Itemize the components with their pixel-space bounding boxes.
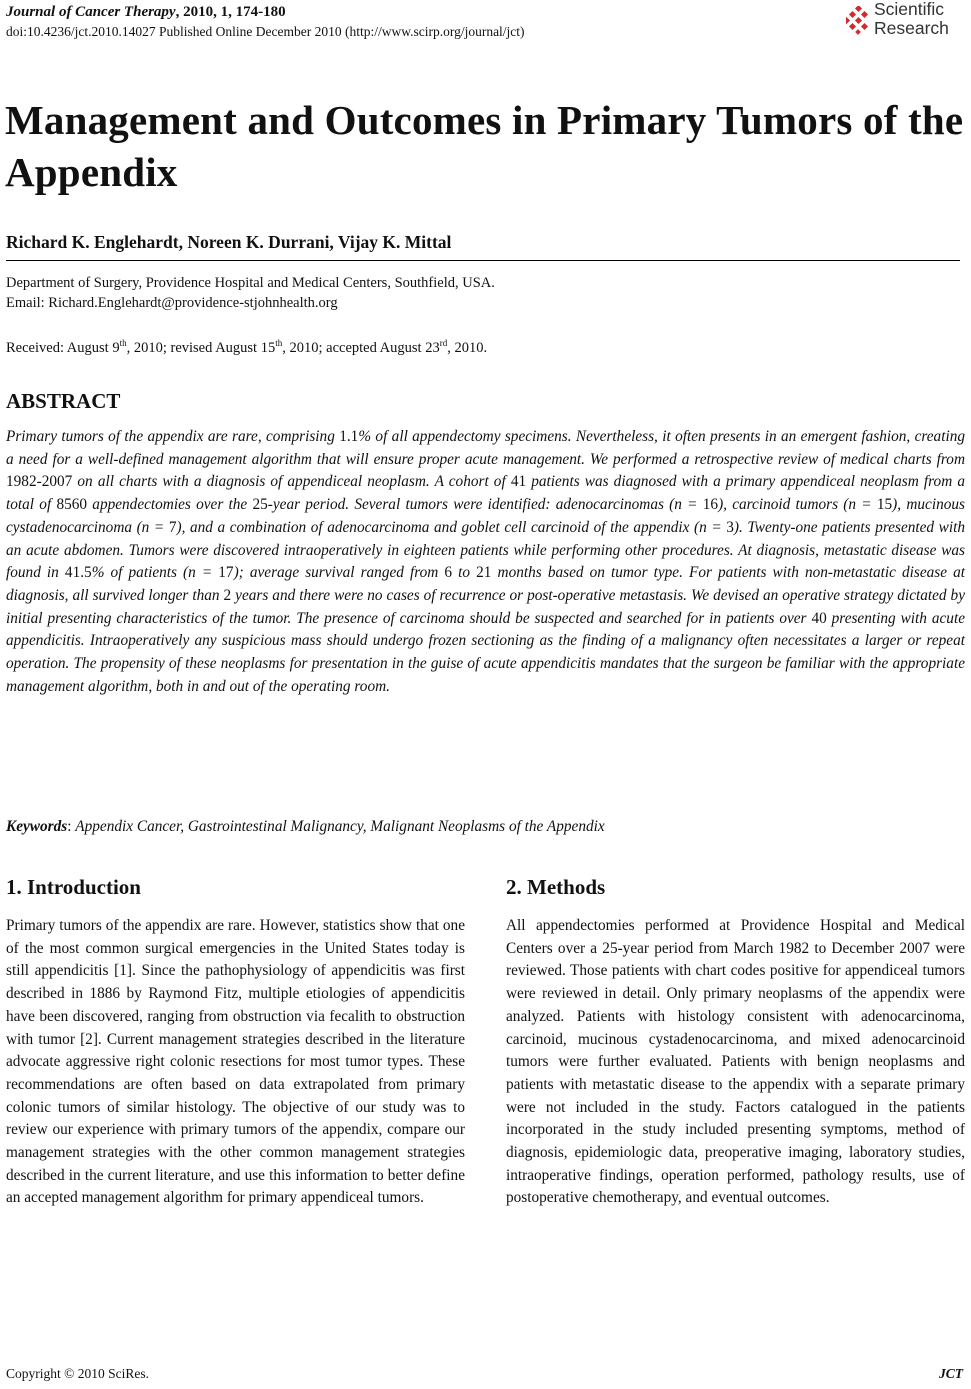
abstract-text (6, 426, 965, 698)
abstract-segment: ); average survival ranged from (233, 564, 445, 582)
received-end: , 2010. (447, 340, 488, 356)
revised-part: , 2010; revised August 15 (126, 340, 276, 356)
abstract-number: 15 (876, 496, 893, 514)
contact-email[interactable]: Email: Richard.Englehardt@providence-stjohnhealth.org (6, 295, 338, 311)
keywords-label: Keywords (6, 818, 68, 835)
abstract-number: 17 (218, 564, 234, 582)
abstract-segment: appendectomies over the (87, 496, 253, 514)
abstract-segment: ). Twenty-one patients presented with an acute abdomen. Tumors were discovered intraoperatively in eighteen patients while performing other procedures. At diagnosis, metastatic disease was found in (6, 518, 966, 582)
publisher-logo (846, 0, 968, 44)
abstract-segment: ), carcinoid tumors (n = (718, 496, 877, 514)
footer-copyright: Copyright © 2010 SciRes. (6, 1366, 150, 1381)
abstract-segment: to (452, 564, 477, 582)
abstract-number: 7 (168, 518, 177, 536)
abstract-segment: years and there were no cases of recurrence or post-operative metastasis. We devised an operative strategy dictated by initial presenting characteristics of the tumor. The presence of carcinoma should be suspected and searched for in patients over (6, 586, 965, 627)
abstract-number: 2 (223, 586, 232, 604)
ordinal-suffix: rd (439, 338, 448, 348)
abstract-number: 21 (476, 564, 492, 582)
abstract-segment: ), mucinous cystadenocarcinoma (n = (6, 496, 965, 536)
received-dates (6, 338, 487, 357)
keywords-value: Appendix Cancer, Gastrointestinal Malignancy, Malignant Neoplasms of the Appendix (75, 818, 605, 835)
publisher-logo-text (874, 0, 949, 38)
abstract-number: 40 (811, 609, 827, 627)
section-heading-introduction: 1. Introduction (6, 875, 141, 899)
ordinal-suffix: th (119, 338, 127, 348)
abstract-number: 41.5 (64, 564, 92, 582)
abstract-number: 1.1 (339, 428, 359, 445)
abstract-segment: on all charts with a diagnosis of appendiceal neoplasm. A cohort of (72, 473, 511, 491)
abstract-number: 41 (510, 473, 527, 491)
abstract-segment: Primary tumors of the appendix are rare, comprising (6, 428, 340, 445)
abstract-number: 6 (444, 564, 453, 582)
doi-line: doi:10.4236/jct.2010.14027 Published Online December 2010 (http://www.scirp.org/journal/jct) (6, 24, 525, 39)
abstract-number: 3 (726, 518, 734, 536)
author-list: Richard K. Englehardt, Noreen K. Durrani, Vijay K. Mittal (6, 232, 452, 252)
affiliation: Department of Surgery, Providence Hospital and Medical Centers, Southfield, USA. (6, 275, 495, 291)
section-heading-methods: 2. Methods (506, 875, 606, 899)
journal-citation (6, 4, 286, 21)
abstract-segment: % of all appendectomy specimens. Nevertheless, it often presents in an emergent fashion, creating a need for a well-defined management algorithm that will ensure proper acute management. We performed a retrospective review of medical charts from (6, 428, 965, 468)
keywords-separator: : (67, 818, 76, 835)
publisher-logo-icon (846, 6, 872, 36)
methods-text: All appendectomies performed at Providence Hospital and Medical Centers over a 25-year period from March 1982 to December 2007 were reviewed. Those patients with chart codes positive for appendiceal tumors were reviewed in detail. Only primary neoplasms of the appendix were analyzed. Patients with histology consistent with adenocarcinoma, carcinoid, mucinous cystadenocarcinoma, and mixed adenocarcinoid tumors were further evaluated. Patients with benign neoplasms and patients with metastatic disease to the appendix with a separate primary were not included in the study. Factors catalogued in the patients incorporated in the study included presenting symptoms, method of diagnosis, epidemiologic data, preoperative imaging, laboratory studies, intraoperative findings, operation performed, pathology results, use of postoperative chemotherapy, and eventual outcomes. (506, 917, 965, 1207)
journal-name: Journal of Cancer Therapy (6, 4, 176, 20)
abstract-number: 16 (702, 496, 719, 514)
abstract-number: 8560 (56, 496, 88, 514)
introduction-text: Primary tumors of the appendix are rare. However, statistics show that one of the most common surgical emergencies in the United States today is still appendicitis [1]. Since the pathophysiology of appendicitis was first described in 1886 by Raymond Fitz, multiple etiologies of appendicitis have been discovered, ranging from obstruction via fecalith to obstruction with tumor [2]. Current management strategies described in the literature advocate aggressive right colonic resections for most tumor types. These recommendations are often based on data extrapolated from primary colonic tumors of similar histology. The objective of our study was to review our experience with primary tumors of the appendix, compare our management strategies with the other common management strategies described in the current literature, and use this information to better define an accepted management algorithm for primary appendiceal tumors. (6, 917, 465, 1207)
ordinal-suffix: th (275, 338, 283, 348)
abstract-number: 25 (252, 496, 268, 514)
footer-journal-abbr: JCT (938, 1366, 963, 1381)
abstract-segment: presenting with acute appendicitis. Intraoperatively any suspicious mass should undergo frozen sectioning as the finding of a malignancy often necessitates a larger or repeat operation. The propensity of these neoplasms for presentation in the guise of acute appendicitis mandates that the surgeon be familiar with the appropriate management algorithm, both in and out of the operating room. (6, 609, 965, 695)
abstract-segment: % of patients (n = (91, 564, 219, 582)
author-divider (6, 260, 960, 261)
keywords (6, 818, 605, 836)
accepted-part: , 2010; accepted August 23 (282, 340, 440, 356)
received-part: Received: August 9 (6, 340, 120, 356)
logo-line-1: Scientific (874, 0, 945, 19)
abstract-segment: patients was diagnosed with a primary appendiceal neoplasm from a total of (6, 473, 965, 514)
journal-volume: , 2010, 1, 174-180 (175, 4, 286, 20)
abstract-heading: ABSTRACT (6, 389, 121, 413)
abstract-segment: -year period. Several tumors were identified: adenocarcinomas (n = (267, 496, 703, 514)
abstract-segment: months based on tumor type. For patients with non-metastatic disease at diagnosis, all survived longer than (6, 564, 966, 604)
abstract-number: 1982-2007 (6, 473, 73, 491)
logo-line-2: Research (874, 18, 949, 38)
abstract-segment: ), and a combination of adenocarcinoma and goblet cell carcinoid of the appendix (n = (176, 518, 727, 536)
paper-title: Management and Outcomes in Primary Tumors of the Appendix (5, 97, 964, 195)
